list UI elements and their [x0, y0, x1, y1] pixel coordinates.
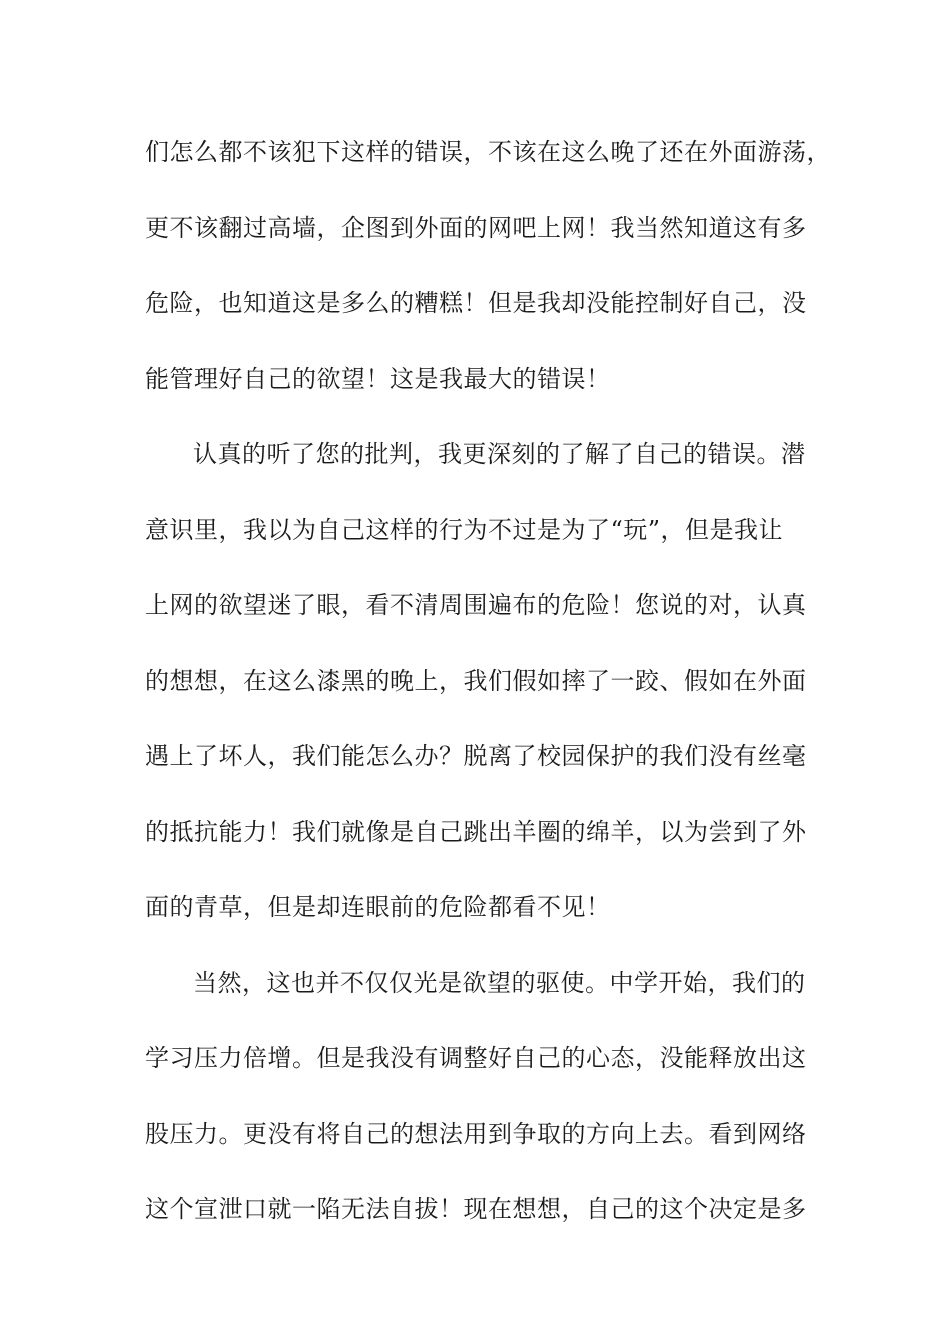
text-line-2: 更不该翻过高墙，企图到外面的网吧上网！我当然知道这有多	[145, 213, 807, 242]
text-line-15: 这个宣泄口就一陷无法自拔！现在想想，自己的这个决定是多	[145, 1195, 807, 1223]
text-line-8: 的想想，在这么漆黑的晚上，我们假如摔了一跤、假如在外面	[145, 666, 807, 695]
text-line-6: 意识里，我以为自己这样的行为不过是为了“玩”，但是我让	[145, 515, 784, 544]
text-line-3: 危险，也知道这是多么的糟糕！但是我却没能控制好自己，没	[145, 289, 807, 317]
text-line-11: 面的青草，但是却连眼前的危险都看不见！	[145, 893, 611, 921]
text-line-9: 遇上了坏人，我们能怎么办？脱离了校园保护的我们没有丝毫	[145, 742, 807, 770]
text-line-12-paragraph-start: 当然，这也并不仅仅光是欲望的驱使。中学开始，我们的	[193, 968, 806, 997]
text-line-1: 们怎么都不该犯下这样的错误，不该在这么晚了还在外面游荡，	[145, 138, 831, 166]
document-body	[145, 128, 831, 1261]
text-line-10: 的抵抗能力！我们就像是自己跳出羊圈的绵羊，以为尝到了外	[145, 817, 807, 846]
text-line-13: 学习压力倍增。但是我没有调整好自己的心态，没能释放出这	[145, 1044, 807, 1072]
text-line-4: 能管理好自己的欲望！这是我最大的错误！	[145, 364, 611, 393]
text-line-7: 上网的欲望迷了眼，看不清周围遍布的危险！您说的对，认真	[145, 591, 807, 619]
text-line-14: 股压力。更没有将自己的想法用到争取的方向上去。看到网络	[145, 1119, 807, 1148]
text-line-5-paragraph-start: 认真的听了您的批判，我更深刻的了解了自己的错误。潜	[193, 440, 806, 468]
